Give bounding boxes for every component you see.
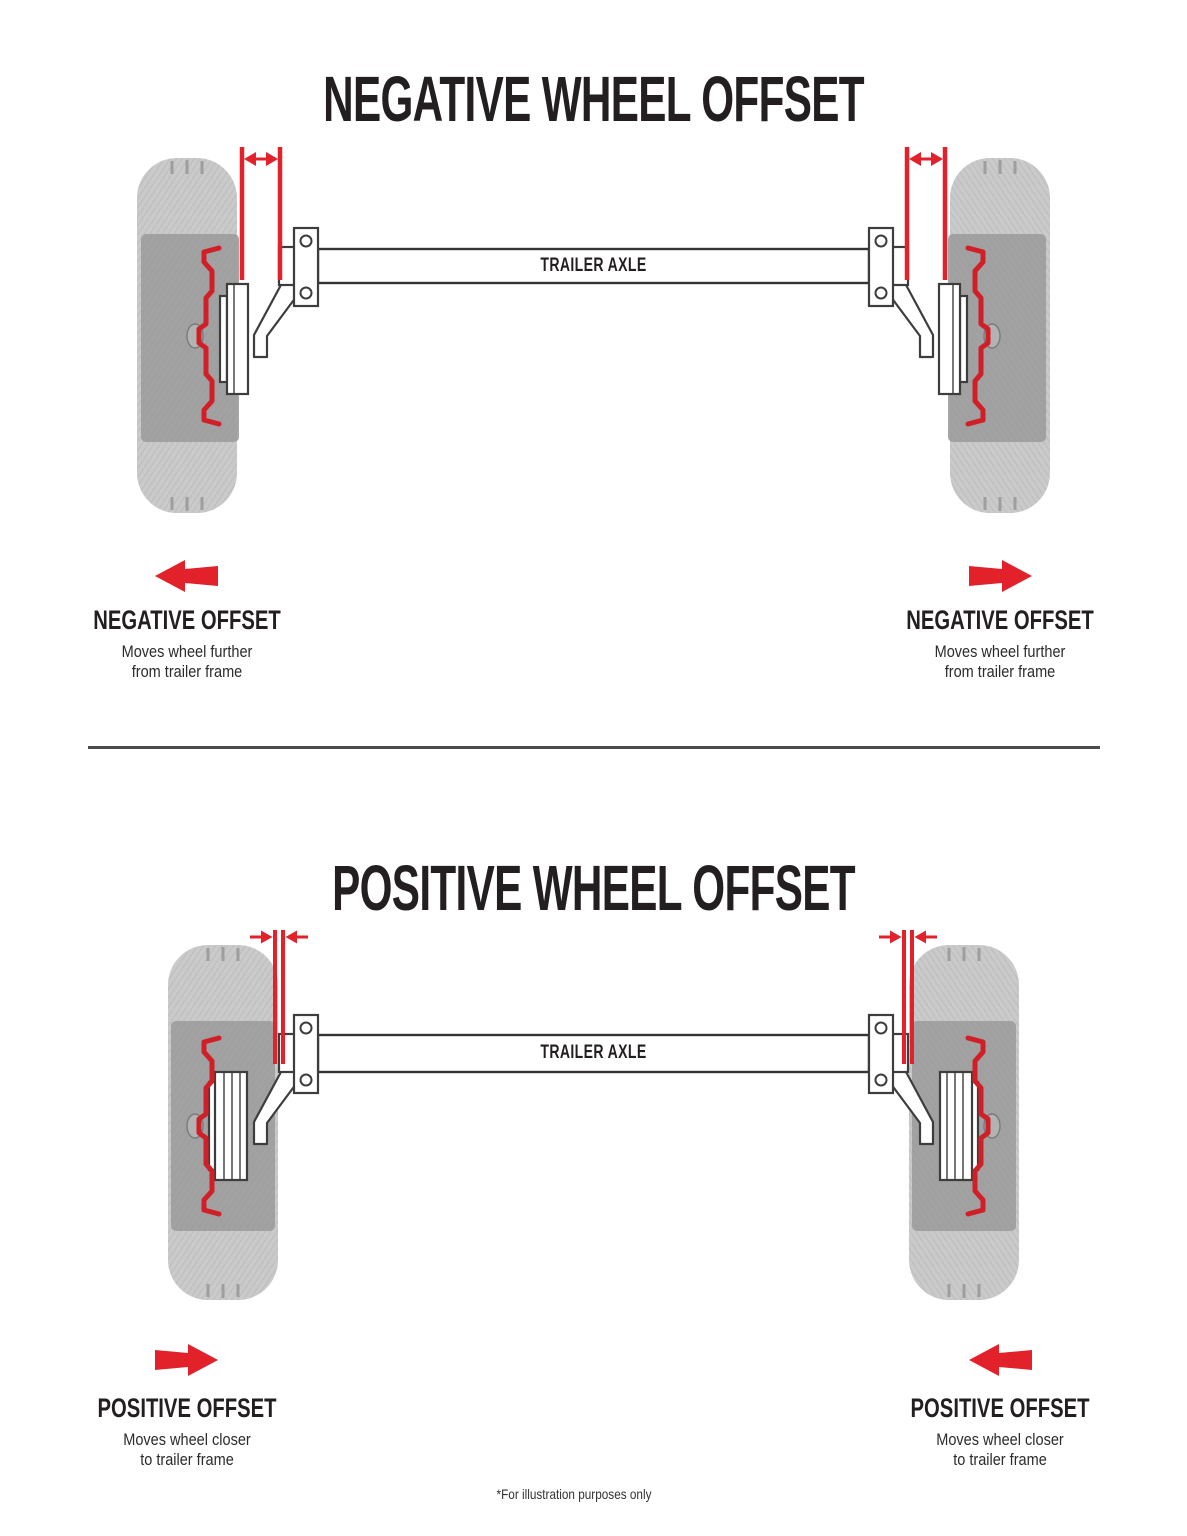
arrow-right-icon <box>969 560 1032 592</box>
offset-label-line2: from trailer frame <box>944 662 1056 681</box>
right-wheel-positive <box>869 930 1019 1300</box>
offset-label-title: POSITIVE OFFSET <box>97 1393 277 1423</box>
footnote: *For illustration purposes only <box>496 1486 652 1502</box>
offset-label-title: POSITIVE OFFSET <box>910 1393 1090 1423</box>
offset-label-line1: Moves wheel further <box>121 643 253 661</box>
negative-offset-label-left <box>27 606 347 682</box>
arrow-right-icon <box>155 1344 218 1376</box>
offset-label-title: NEGATIVE OFFSET <box>906 605 1094 635</box>
right-wheel-negative <box>869 147 1050 513</box>
offset-label-line2: to trailer frame <box>140 1450 234 1469</box>
arrow-left-icon <box>969 1344 1032 1376</box>
positive-offset-label-right <box>840 1394 1160 1470</box>
offset-label-title: NEGATIVE OFFSET <box>93 605 281 635</box>
offset-label-line2: to trailer frame <box>953 1450 1047 1469</box>
section-title-positive: POSITIVE WHEEL OFFSET <box>332 852 855 924</box>
offset-label-line1: Moves wheel closer <box>123 1431 251 1449</box>
trailer-axle-label: TRAILER AXLE <box>540 255 647 276</box>
arrow-left-icon <box>155 560 218 592</box>
left-wheel-negative <box>137 147 318 513</box>
offset-label-line1: Moves wheel closer <box>936 1431 1064 1449</box>
offset-label-line1: Moves wheel further <box>934 643 1066 661</box>
positive-offset-label-left <box>27 1394 347 1470</box>
offset-label-line2: from trailer frame <box>131 662 243 681</box>
section-divider <box>88 746 1100 749</box>
trailer-axle-label: TRAILER AXLE <box>540 1042 647 1063</box>
left-wheel-positive <box>168 930 318 1300</box>
negative-offset-label-right <box>840 606 1160 682</box>
section-title-negative: NEGATIVE WHEEL OFFSET <box>323 63 864 135</box>
